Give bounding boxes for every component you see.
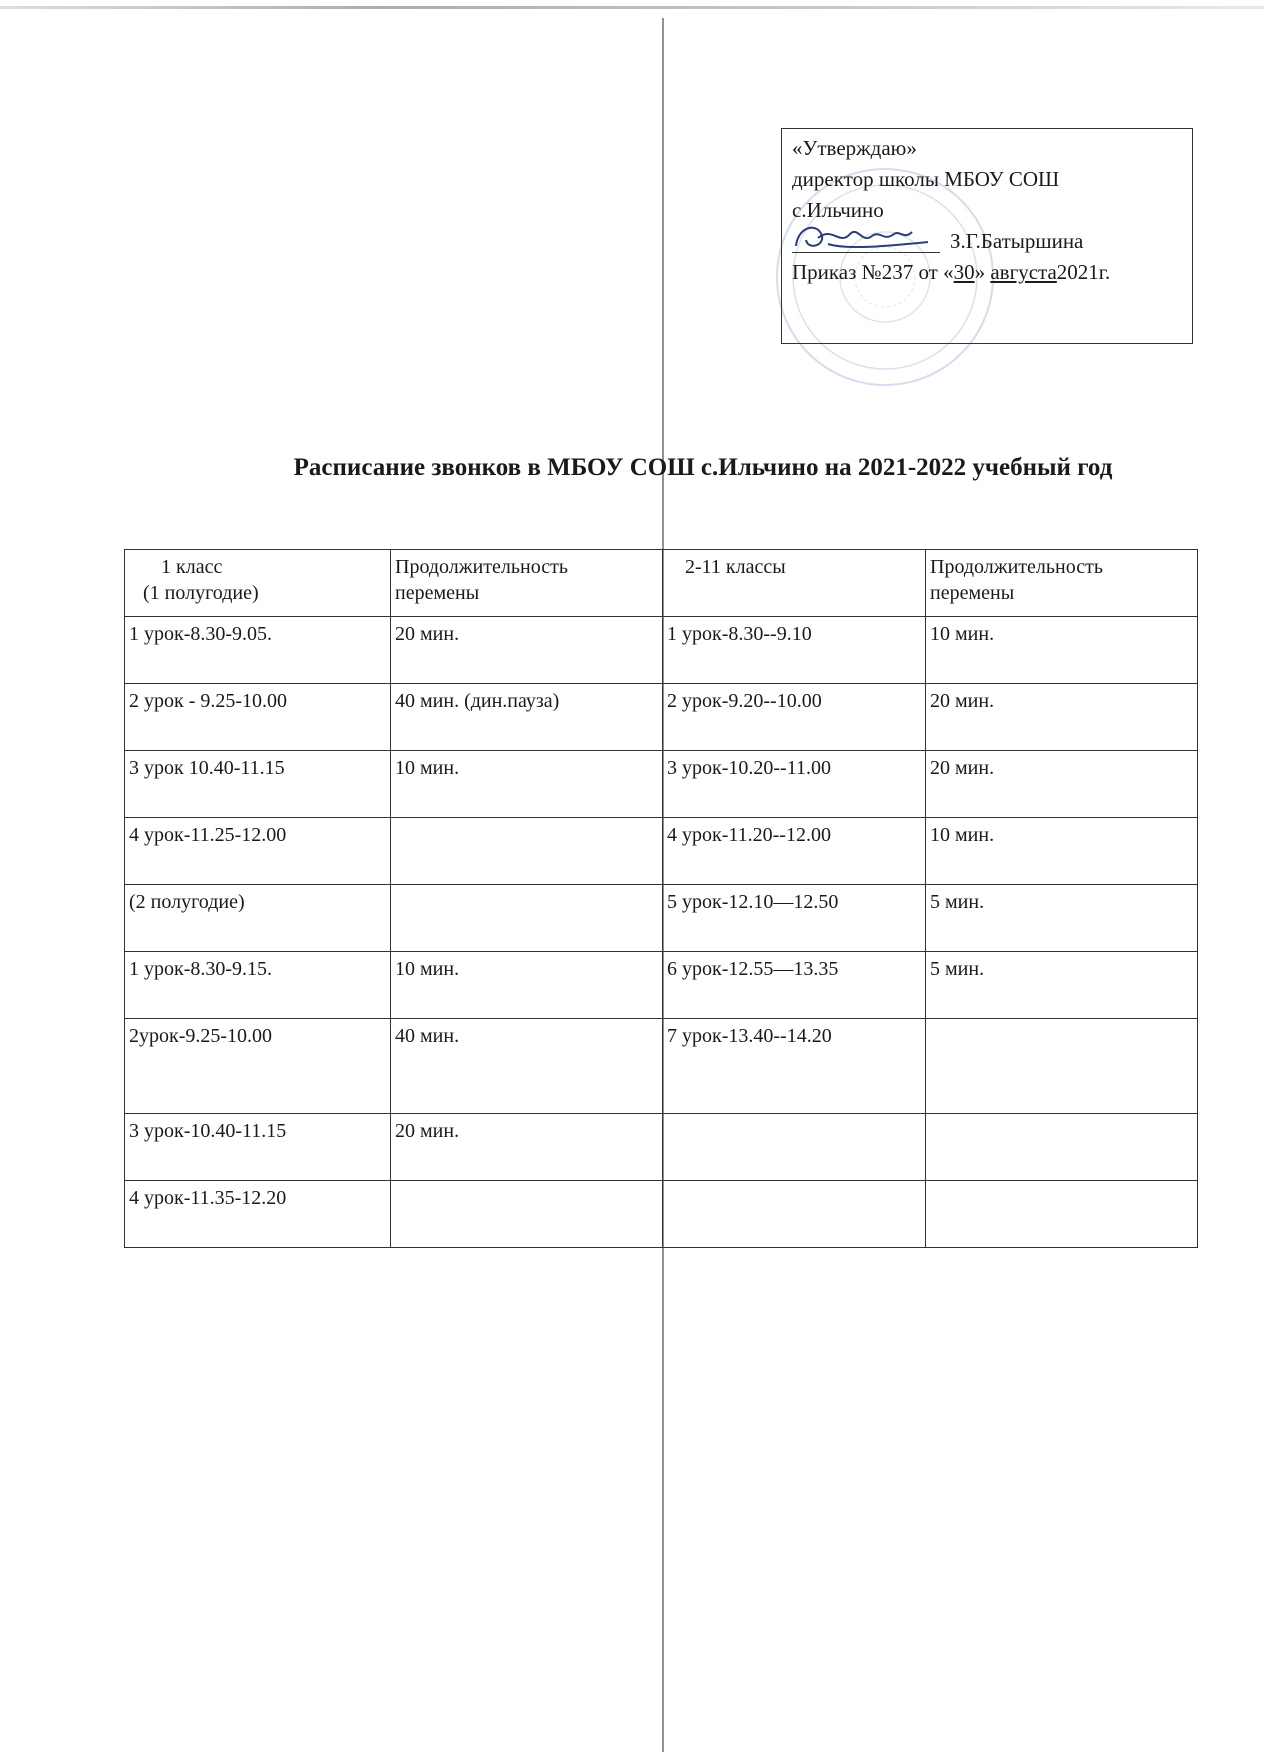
approval-block	[781, 128, 1193, 344]
table-cell: 3 урок 10.40-11.15	[125, 751, 391, 818]
bell-schedule-table	[124, 549, 1198, 1248]
approval-heading: «Утверждаю»	[792, 136, 917, 160]
table-cell: 4 урок-11.25-12.00	[125, 818, 391, 885]
table-row	[125, 684, 1198, 751]
table-cell	[391, 885, 663, 952]
header-break2-line2: перемены	[930, 582, 1015, 604]
table-cell: 10 мин.	[391, 751, 663, 818]
table-cell	[663, 1181, 926, 1248]
table-cell: 10 мин.	[391, 952, 663, 1019]
table-row	[125, 751, 1198, 818]
header-break2-line1: Продолжительность	[930, 556, 1103, 578]
table-cell: 3 урок-10.20--11.00	[663, 751, 926, 818]
table-row	[125, 617, 1198, 684]
table-row	[125, 885, 1198, 952]
approval-position: директор школы МБОУ СОШ	[792, 167, 1060, 191]
table-cell	[926, 1181, 1198, 1248]
table-cell: 2 урок - 9.25-10.00	[125, 684, 391, 751]
order-mid: »	[974, 260, 991, 284]
table-cell: 6 урок-12.55—13.35	[663, 952, 926, 1019]
header-grade1-line1: 1 класс	[161, 556, 223, 578]
table-cell: 7 урок-13.40--14.20	[663, 1019, 926, 1114]
table-row	[125, 1114, 1198, 1181]
table-cell	[391, 818, 663, 885]
table-cell: 2урок-9.25-10.00	[125, 1019, 391, 1114]
table-cell: 20 мин.	[391, 617, 663, 684]
order-day: 30	[953, 260, 975, 284]
table-cell: 10 мин.	[926, 818, 1198, 885]
table-cell: 4 урок-11.35-12.20	[125, 1181, 391, 1248]
signature-underline	[792, 252, 940, 253]
table-cell: 1 урок-8.30-9.05.	[125, 617, 391, 684]
table-cell	[926, 1114, 1198, 1181]
table-cell: 5 мин.	[926, 952, 1198, 1019]
table-cell: 1 урок-8.30--9.10	[663, 617, 926, 684]
table-row	[125, 952, 1198, 1019]
order-prefix: Приказ №237 от «	[792, 260, 954, 284]
signature-row	[792, 226, 1182, 257]
table-row	[125, 1181, 1198, 1248]
table-cell: 5 мин.	[926, 885, 1198, 952]
table-cell	[663, 1114, 926, 1181]
table-cell: 4 урок-11.20--12.00	[663, 818, 926, 885]
table-cell: 2 урок-9.20--10.00	[663, 684, 926, 751]
director-name: З.Г.Батыршина	[950, 229, 1084, 253]
header-break1-line2: перемены	[395, 582, 480, 604]
table-header-row	[125, 550, 1198, 617]
order-month: августа	[990, 260, 1057, 284]
table-row	[125, 1019, 1198, 1114]
header-break1	[391, 550, 663, 617]
table-cell	[926, 1019, 1198, 1114]
header-break2	[926, 550, 1198, 617]
scan-edge-top	[0, 6, 1264, 9]
table-cell: 20 мин.	[926, 751, 1198, 818]
table-cell: 10 мин.	[926, 617, 1198, 684]
table-cell: 5 урок-12.10—12.50	[663, 885, 926, 952]
table-cell: (2 полугодие)	[125, 885, 391, 952]
table-cell: 20 мин.	[391, 1114, 663, 1181]
table-cell: 40 мин. (дин.пауза)	[391, 684, 663, 751]
header-grade1	[125, 550, 391, 617]
order-line	[792, 257, 1182, 288]
table-cell	[391, 1181, 663, 1248]
table-cell: 1 урок-8.30-9.15.	[125, 952, 391, 1019]
header-grades2-11-line1: 2-11 классы	[685, 556, 786, 578]
document-title: Расписание звонков в МБОУ СОШ с.Ильчино на 2021-2022 учебный год	[293, 454, 1113, 481]
table-cell: 40 мин.	[391, 1019, 663, 1114]
header-grades2-11	[663, 550, 926, 617]
header-grade1-line2: (1 полугодие)	[143, 582, 259, 604]
approval-village: с.Ильчино	[792, 198, 884, 222]
table-row	[125, 818, 1198, 885]
signature-icon	[788, 216, 938, 256]
header-break1-line1: Продолжительность	[395, 556, 568, 578]
table-cell: 3 урок-10.40-11.15	[125, 1114, 391, 1181]
table-cell: 20 мин.	[926, 684, 1198, 751]
order-year: 2021г.	[1056, 260, 1111, 284]
